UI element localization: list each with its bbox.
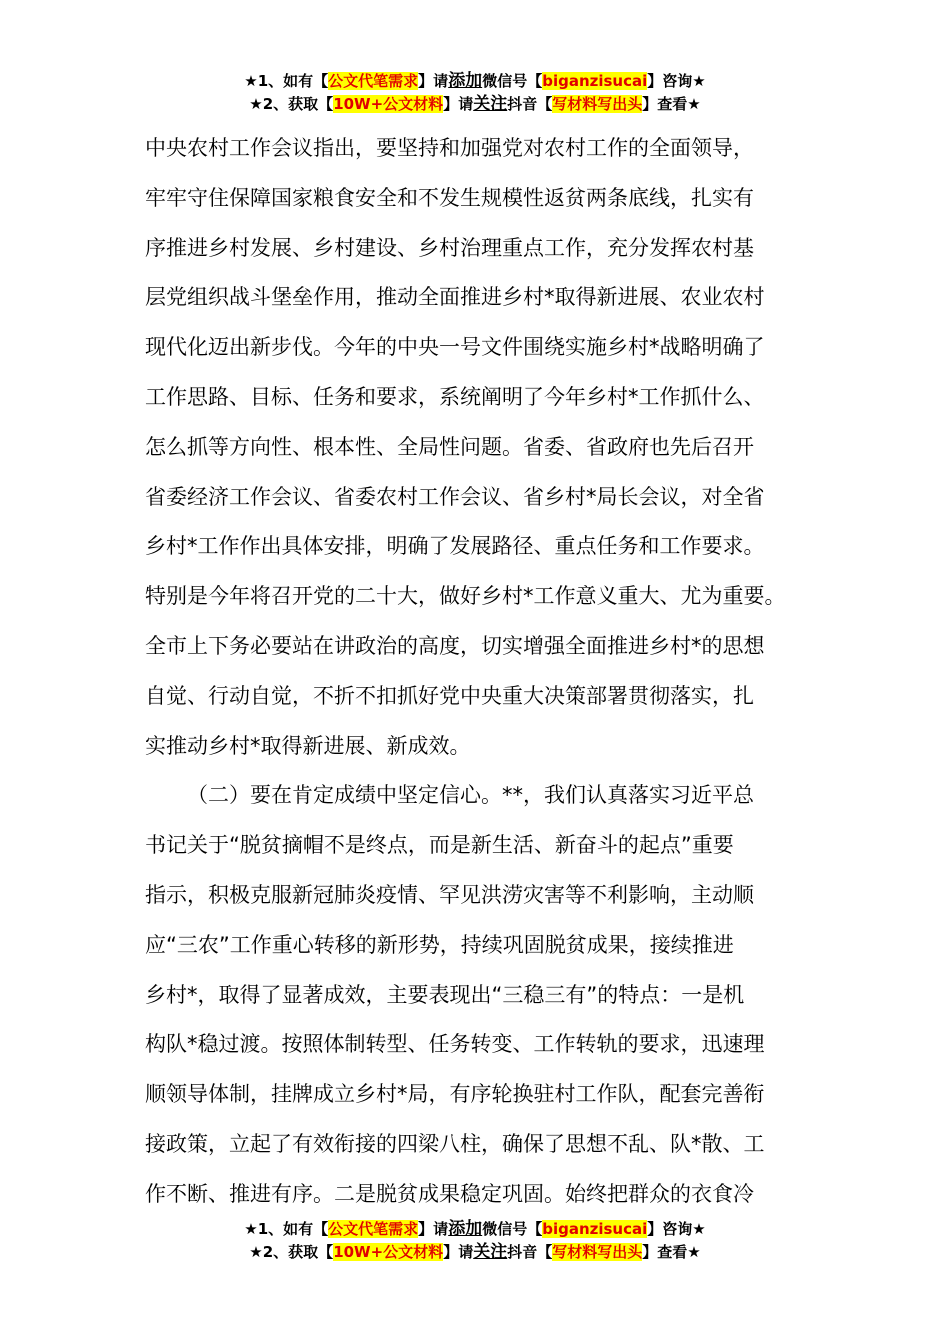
banner-text: 】咨询★: [647, 1220, 706, 1238]
document-body: [145, 124, 817, 1220]
banner-text: 】请: [418, 1220, 449, 1238]
banner-highlight: 10W+公文材料: [333, 1243, 444, 1261]
banner-highlight: 10W+公文材料: [333, 95, 444, 113]
text-line: 自觉、行动自觉，不折不扣抓好党中央重大决策部署贯彻落实，扎: [145, 683, 754, 708]
text-line: 怎么抓等方向性、根本性、全局性问题。省委、省政府也先后召开: [145, 434, 754, 459]
banner-underline: 添加: [448, 1219, 483, 1239]
text-line: 牢牢守住保障国家粮食安全和不发生规模性返贫两条底线，扎实有: [145, 185, 754, 210]
banner-highlight-wechat: biganzisucai: [542, 72, 648, 90]
text-line: 省委经济工作会议、省委农村工作会议、省乡村*局长会议，对全省: [145, 484, 765, 509]
text-line: 作不断、推进有序。二是脱贫成果稳定巩固。始终把群众的衣食冷: [145, 1181, 754, 1206]
text-line: 乡村*工作作出具体安排，明确了发展路径、重点任务和工作要求。: [145, 534, 765, 559]
banner-highlight-douyin: 写材料写出头: [552, 95, 643, 113]
banner-highlight: 公文代笔需求: [328, 72, 419, 90]
text-line: 接政策，立起了有效衔接的四梁八柱，确保了思想不乱、队*散、工: [145, 1131, 765, 1156]
banner-text: 】查看★: [642, 95, 701, 113]
section-heading-line: （二）要在肯定成绩中坚定信心。**，我们认真落实习近平总: [187, 783, 754, 808]
banner-underline: 添加: [448, 71, 483, 91]
banner-text: 】查看★: [642, 1243, 701, 1261]
text-line: 书记关于“脱贫摘帽不是终点，而是新生活、新奋斗的起点”重要: [145, 833, 734, 858]
banner-highlight: 公文代笔需求: [328, 1220, 419, 1238]
banner-text: ★1、如有【: [244, 72, 329, 90]
banner-text: 】请: [443, 95, 474, 113]
text-line: 顺领导体制，挂牌成立乡村*局，有序轮换驻村工作队，配套完善衔: [145, 1082, 765, 1107]
banner-underline: 关注: [473, 94, 508, 114]
banner-text: 】咨询★: [647, 72, 706, 90]
text-line: 序推进乡村发展、乡村建设、乡村治理重点工作，充分发挥农村基: [145, 235, 754, 260]
header-banner: [0, 70, 950, 116]
footer-banner: [0, 1218, 950, 1264]
text-line: 构队*稳过渡。按照体制转型、任务转变、工作转轨的要求，迅速理: [145, 1032, 765, 1057]
banner-underline: 关注: [473, 1242, 508, 1262]
text-line: 乡村*，取得了显著成效，主要表现出“三稳三有”的特点：一是机: [145, 982, 745, 1007]
banner-text: 】请: [418, 72, 449, 90]
banner-highlight-wechat: biganzisucai: [542, 1220, 648, 1238]
text-line: 应“三农”工作重心转移的新形势，持续巩固脱贫成果，接续推进: [145, 932, 734, 957]
banner-text: 抖音【: [507, 1243, 553, 1261]
text-line: 现代化迈出新步伐。今年的中央一号文件围绕实施乡村*战略明确了: [145, 335, 765, 360]
text-line: 工作思路、目标、任务和要求，系统阐明了今年乡村*工作抓什么、: [145, 384, 765, 409]
banner-text: 】请: [443, 1243, 474, 1261]
banner-text: 抖音【: [507, 95, 553, 113]
banner-line-1: [0, 70, 950, 93]
text-line: 特别是今年将召开党的二十大，做好乡村*工作意义重大、尤为重要。: [145, 584, 786, 609]
text-line: 层党组织战斗堡垒作用，推动全面推进乡村*取得新进展、农业农村: [145, 285, 765, 310]
banner-text: ★2、获取【: [249, 1243, 334, 1261]
banner-line-2: [0, 93, 950, 116]
text-line: 全市上下务必要站在讲政治的高度，切实增强全面推进乡村*的思想: [145, 633, 765, 658]
banner-line-2: [0, 1241, 950, 1264]
banner-text: 微信号【: [482, 1220, 543, 1238]
text-line: 实推动乡村*取得新进展、新成效。: [145, 733, 471, 758]
banner-text: ★1、如有【: [244, 1220, 329, 1238]
banner-text: 微信号【: [482, 72, 543, 90]
banner-text: ★2、获取【: [249, 95, 334, 113]
text-line: 指示，积极克服新冠肺炎疫情、罕见洪涝灾害等不利影响，主动顺: [145, 882, 754, 907]
banner-line-1: [0, 1218, 950, 1241]
text-line: 中央农村工作会议指出，要坚持和加强党对农村工作的全面领导，: [145, 136, 754, 160]
banner-highlight-douyin: 写材料写出头: [552, 1243, 643, 1261]
